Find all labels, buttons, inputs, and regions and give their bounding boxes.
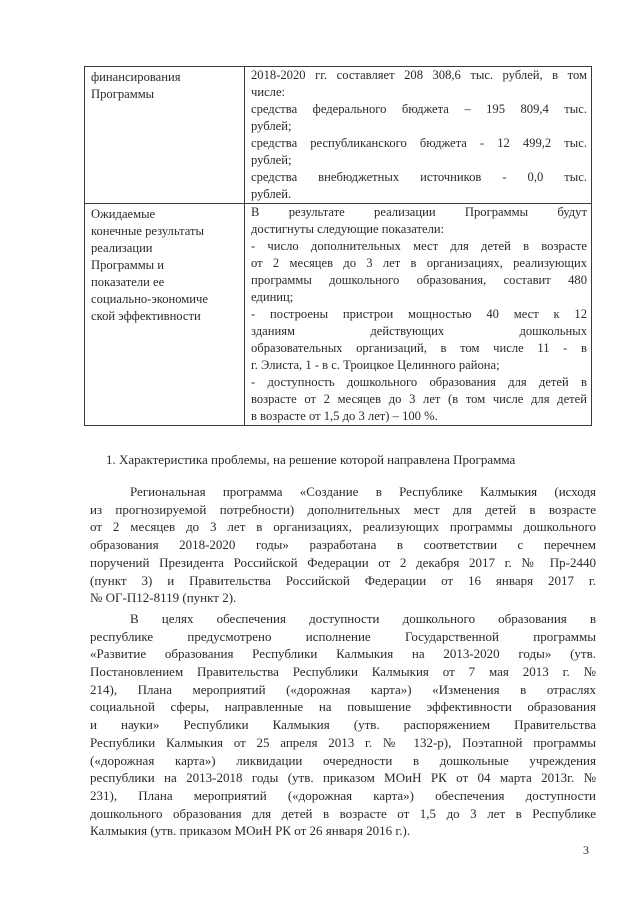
content-line: зданиям действующих дошкольных — [251, 324, 587, 338]
text-line: Региональная программа «Создание в Республике Калмыкия (исходя — [130, 484, 596, 499]
text-line: В целях обеспечения доступности дошкольного образования в — [130, 610, 596, 626]
table-content-cell — [245, 67, 592, 204]
content-line: рублей; — [251, 153, 292, 167]
table-row — [85, 204, 592, 426]
content-line: средства внебюджетных источников - 0,0 тыс. — [251, 170, 587, 184]
table-label-cell — [85, 204, 245, 426]
label-line: Программы и — [91, 258, 165, 272]
page-number: 3 — [583, 843, 589, 857]
text-line: 214), Плана мероприятий («дорожная карта») «Изменения в отраслях — [90, 681, 596, 697]
section-heading: 1. Характеристика проблемы, на решение которой направлена Программа — [106, 452, 516, 467]
table-row — [85, 67, 592, 204]
content-line: В результате реализации Программы будут — [251, 205, 587, 219]
text-line: 231), Плана мероприятий («дорожная карта») обеспечения доступности — [90, 787, 596, 803]
content-line: числе: — [251, 85, 286, 99]
label-line: показатели ее — [91, 275, 165, 289]
text-line: дошкольного образования для детей в возрасте от 1,5 до 3 лет в Республике — [90, 805, 596, 821]
content-line: - число дополнительных мест для детей в возрасте — [251, 239, 587, 253]
label-line: Программы — [91, 87, 155, 101]
text-line: республики на 2013-2018 годы (утв. приказом МОиН РК от 04 марта 2013г. № — [90, 770, 596, 786]
label-line: социально-экономиче — [91, 292, 208, 306]
content-line: рублей; — [251, 119, 292, 133]
label-line: конечные результаты — [91, 224, 204, 238]
text-line: (пункт 3) и Правительства Российской Федерации от 16 января 2017 г. — [90, 572, 596, 588]
text-line: Калмыкия (утв. приказом МОиН РК от 26 января 2016 г.). — [90, 823, 411, 839]
content-line: программы дошкольного образования, составит 480 — [251, 273, 587, 287]
label-line: Ожидаемые — [91, 207, 156, 221]
content-line: рублей. — [251, 187, 292, 201]
paragraph — [90, 483, 596, 607]
text-line: образования 2018-2020 годы» разработана в соответствии с перечнем — [90, 537, 596, 553]
content-line: в возрасте от 1,5 до 3 лет) – 100 %. — [251, 409, 438, 423]
label-line: реализации — [91, 241, 153, 255]
content-line: образовательных организаций, в том числе 11 - в — [251, 341, 587, 355]
table-body — [85, 67, 592, 426]
content-line: от 2 месяцев до 3 лет в организациях, реализующих — [251, 256, 587, 270]
content-line: - построены пристрои мощностью 40 мест к 12 — [251, 307, 587, 321]
content-line: единиц; — [251, 290, 294, 304]
content-line: г. Элиста, 1 - в с. Троицкое Целинного района; — [251, 358, 500, 372]
text-line: из прогнозируемой потребности) дополнительных мест для детей в возрасте — [90, 501, 596, 517]
label-line: финансирования — [91, 70, 181, 84]
content-line: достигнуты следующие показатели: — [251, 222, 445, 236]
content-line: средства федерального бюджета – 195 809,4 тыс. — [251, 102, 587, 116]
table-label-cell — [85, 67, 245, 204]
text-line: Постановлением Правительства Республики Калмыкия от 7 мая 2013 г. № — [90, 664, 596, 680]
text-line: от 2 месяцев до 3 лет в организациях, реализующих программы дошкольного — [90, 519, 596, 535]
text-line: социальной сферы, направленные на повышение эффективности образования — [90, 699, 596, 715]
text-line: поручений Президента Российской Федерации от 2 декабря 2017 г. № Пр-2440 — [90, 554, 596, 570]
content-line: 2018-2020 гг. составляет 208 308,6 тыс. рублей, в том — [251, 68, 587, 82]
table-content-cell — [245, 204, 592, 426]
content-line: средства республиканского бюджета - 12 499,2 тыс. — [251, 136, 587, 150]
label-line: ской эффективности — [91, 309, 201, 323]
text-line: и науки» Республики Калмыкия (утв. распоряжением Правительства — [90, 717, 596, 733]
text-line: № ОГ-П12-8119 (пункт 2). — [90, 590, 237, 606]
text-line: республике предусмотрено исполнение Государственной программы — [90, 628, 596, 644]
body-text — [90, 483, 596, 840]
paragraph — [90, 610, 596, 840]
content-line: - доступность дошкольного образования для детей в — [251, 375, 587, 389]
program-passport-table — [84, 66, 592, 426]
text-line: Республики Калмыкия от 25 апреля 2013 г. № 132-р), Поэтапной программы — [90, 734, 596, 750]
content-line: возрасте от 2 месяцев до 3 лет (в том числе для детей — [251, 392, 587, 406]
text-line: («дорожная карта») ликвидации очередности в дошкольные учреждения — [90, 752, 596, 768]
text-line: «Развитие образования Республики Калмыкия на 2013-2020 годы» (утв. — [90, 646, 596, 662]
